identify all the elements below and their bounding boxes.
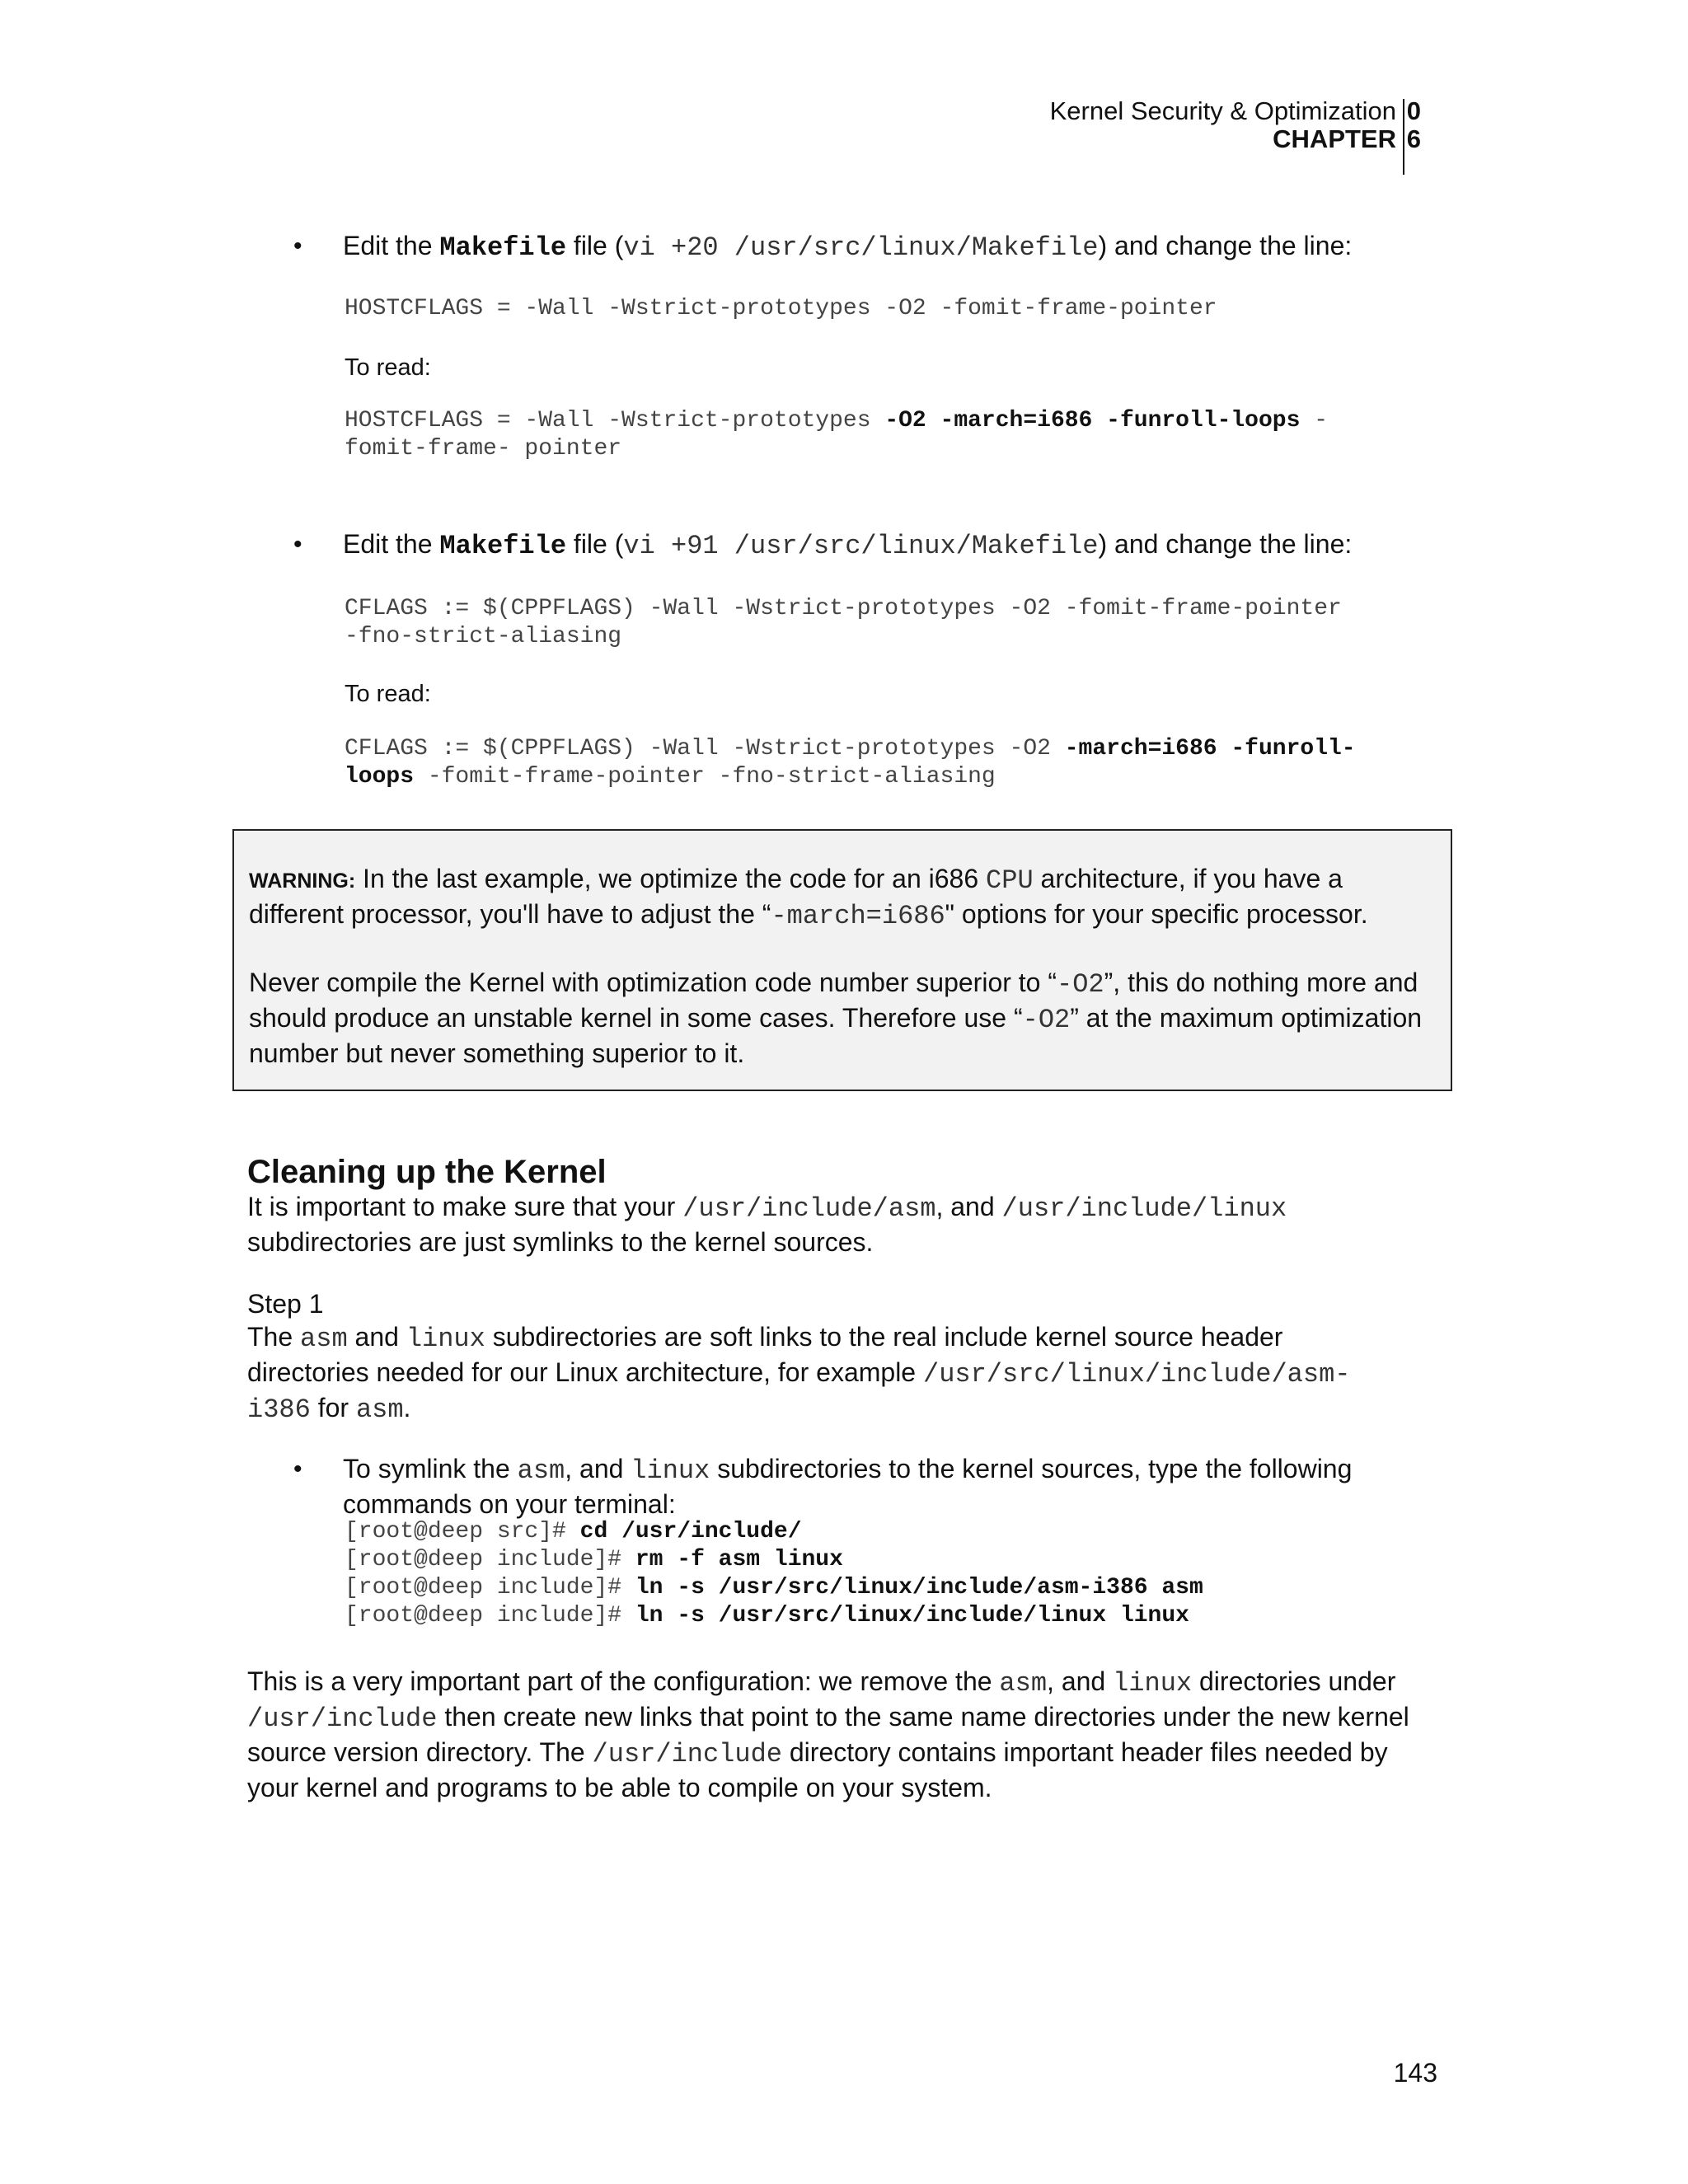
- step-1-text: [247, 1320, 1409, 1427]
- code-inline: asm: [300, 1324, 348, 1354]
- code-fragment: fomit-frame- pointer: [345, 436, 622, 462]
- code-inline: linux: [1113, 1668, 1193, 1699]
- code-inline: -O2: [1022, 1005, 1071, 1035]
- text-fragment: Edit the: [343, 529, 440, 559]
- text-fragment: To symlink the: [343, 1454, 518, 1483]
- text-fragment: ” at the maximum optimization number but never something superior to it.: [249, 1003, 1423, 1068]
- bullet-dot: •: [293, 232, 302, 260]
- code-fragment-bold: -march=i686 -funroll-: [1064, 736, 1356, 762]
- to-read-label: To read:: [345, 681, 431, 707]
- code-inline: asm: [355, 1394, 404, 1425]
- text-fragment: architecture, if you have a different processor, you'll have to adjust the “: [249, 864, 1343, 929]
- text-fragment: .: [403, 1393, 411, 1422]
- text-fragment: for: [310, 1393, 356, 1422]
- code-inline: linux: [631, 1455, 710, 1486]
- text-fragment: ”, this do nothing more and should produce an unstable kernel in some cases. Therefore use “: [249, 968, 1418, 1033]
- code-hostcflags-original: HOSTCFLAGS = -Wall -Wstrict-prototypes -O2 -fomit-frame-pointer: [345, 296, 1217, 321]
- cleaning-intro: [247, 1190, 1335, 1258]
- text-fragment: subdirectories are soft links to the real include kernel source header directories needed for our Linux architecture, for example: [247, 1322, 1283, 1387]
- chapter-label: CHAPTER: [1273, 124, 1396, 153]
- makefile-name: Makefile: [439, 232, 567, 263]
- text-fragment: Never compile the Kernel with optimization code number superior to “: [249, 968, 1057, 997]
- code-fragment: HOSTCFLAGS = -Wall -Wstrict-prototypes: [345, 408, 885, 434]
- header-divider: [1403, 99, 1404, 175]
- text-fragment: ) and change the line:: [1098, 529, 1353, 559]
- text-fragment: file (: [566, 529, 624, 559]
- bullet-dot: •: [293, 531, 302, 558]
- shell-prompt: [root@deep include]#: [345, 1547, 635, 1572]
- section-title: Kernel Security & Optimization: [1049, 96, 1396, 125]
- bullet-1-text: [343, 229, 1447, 265]
- code-inline: /usr/src/linux/include/asm-i386: [247, 1359, 1351, 1425]
- shell-command: cd /usr/include/: [579, 1519, 802, 1544]
- text-fragment: " options for your specific processor.: [945, 899, 1368, 929]
- text-fragment: , and: [565, 1454, 631, 1483]
- code-inline: asm: [999, 1668, 1048, 1699]
- warning-label: WARNING:: [249, 869, 356, 893]
- code-fragment-bold: -O2 -march=i686 -funroll-loops: [884, 408, 1301, 434]
- symlink-bullet-text: [343, 1452, 1431, 1521]
- page-number: 143: [1393, 2058, 1437, 2088]
- code-inline: linux: [406, 1324, 485, 1354]
- warning-content: [249, 862, 1436, 1070]
- shell-prompt: [root@deep include]#: [345, 1575, 635, 1601]
- shell-prompt: [root@deep src]#: [345, 1519, 580, 1544]
- shell-command: rm -f asm linux: [635, 1547, 843, 1572]
- text-fragment: directories under: [1192, 1666, 1396, 1696]
- code-inline: /usr/include: [247, 1704, 438, 1734]
- bullet-2-text: [343, 527, 1447, 563]
- text-fragment: then create new links that point to the same name directories under the new kernel source version directory. The: [247, 1702, 1409, 1767]
- code-inline: /usr/include: [592, 1739, 782, 1769]
- code-inline: /usr/include/asm: [682, 1193, 936, 1224]
- text-fragment: The: [247, 1322, 301, 1352]
- bullet-dot: •: [293, 1455, 302, 1483]
- chapter-digit-2: 6: [1406, 124, 1421, 153]
- text-fragment: subdirectories to the kernel sources, type the following commands on your terminal:: [343, 1454, 1353, 1519]
- closing-paragraph: [247, 1665, 1418, 1804]
- code-fragment: CFLAGS := $(CPPFLAGS) -Wall -Wstrict-prototypes -O2 -fomit-frame-pointer: [345, 596, 1342, 621]
- shell-prompt: [root@deep include]#: [345, 1603, 635, 1629]
- code-fragment-bold: loops: [345, 764, 415, 790]
- text-fragment: , and: [1047, 1666, 1114, 1696]
- shell-command: ln -s /usr/src/linux/include/linux linux: [635, 1603, 1189, 1629]
- text-fragment: This is a very important part of the configuration: we remove the: [247, 1666, 1000, 1696]
- code-hostcflags-new: [345, 407, 1328, 463]
- code-inline: /usr/include/linux: [1001, 1193, 1287, 1224]
- text-fragment: file (: [566, 231, 624, 260]
- text-fragment: , and: [935, 1192, 1002, 1221]
- code-fragment: CFLAGS := $(CPPFLAGS) -Wall -Wstrict-prototypes -O2: [345, 736, 1065, 762]
- text-fragment: It is important to make sure that your: [247, 1192, 683, 1221]
- makefile-name: Makefile: [439, 531, 567, 561]
- text-fragment: and: [347, 1322, 406, 1352]
- code-cflags-original: [345, 595, 1342, 651]
- code-inline: CPU: [986, 865, 1034, 896]
- text-fragment: directory contains important header files needed by your kernel and programs to be able to compile on your system.: [247, 1737, 1388, 1802]
- code-inline: -march=i686: [771, 901, 945, 931]
- text-fragment: ) and change the line:: [1098, 231, 1353, 260]
- step-label: Step 1: [247, 1289, 324, 1319]
- chapter-digit-1: 0: [1406, 96, 1421, 125]
- text-fragment: subdirectories are just symlinks to the kernel sources.: [247, 1227, 874, 1257]
- section-heading: Cleaning up the Kernel: [247, 1154, 607, 1190]
- text-fragment: Edit the: [343, 231, 440, 260]
- code-inline: asm: [517, 1455, 565, 1486]
- code-inline: -O2: [1057, 969, 1104, 1000]
- vi-command: vi +20 /usr/src/linux/Makefile: [623, 232, 1099, 263]
- text-fragment: In the last example, we optimize the code for an i686: [355, 864, 987, 893]
- warning-box: [232, 829, 1452, 1091]
- code-fragment: -fno-strict-aliasing: [345, 624, 622, 649]
- shell-command: ln -s /usr/src/linux/include/asm-i386 asm: [635, 1575, 1203, 1601]
- code-fragment: -: [1300, 408, 1329, 434]
- code-fragment: -fomit-frame-pointer -fno-strict-aliasing: [414, 764, 996, 790]
- code-cflags-new: [345, 735, 1356, 791]
- warning-paragraph-2: [249, 966, 1436, 1070]
- to-read-label: To read:: [345, 354, 431, 381]
- warning-paragraph-1: [249, 862, 1436, 933]
- terminal-commands: [345, 1518, 1203, 1630]
- vi-command: vi +91 /usr/src/linux/Makefile: [623, 531, 1099, 561]
